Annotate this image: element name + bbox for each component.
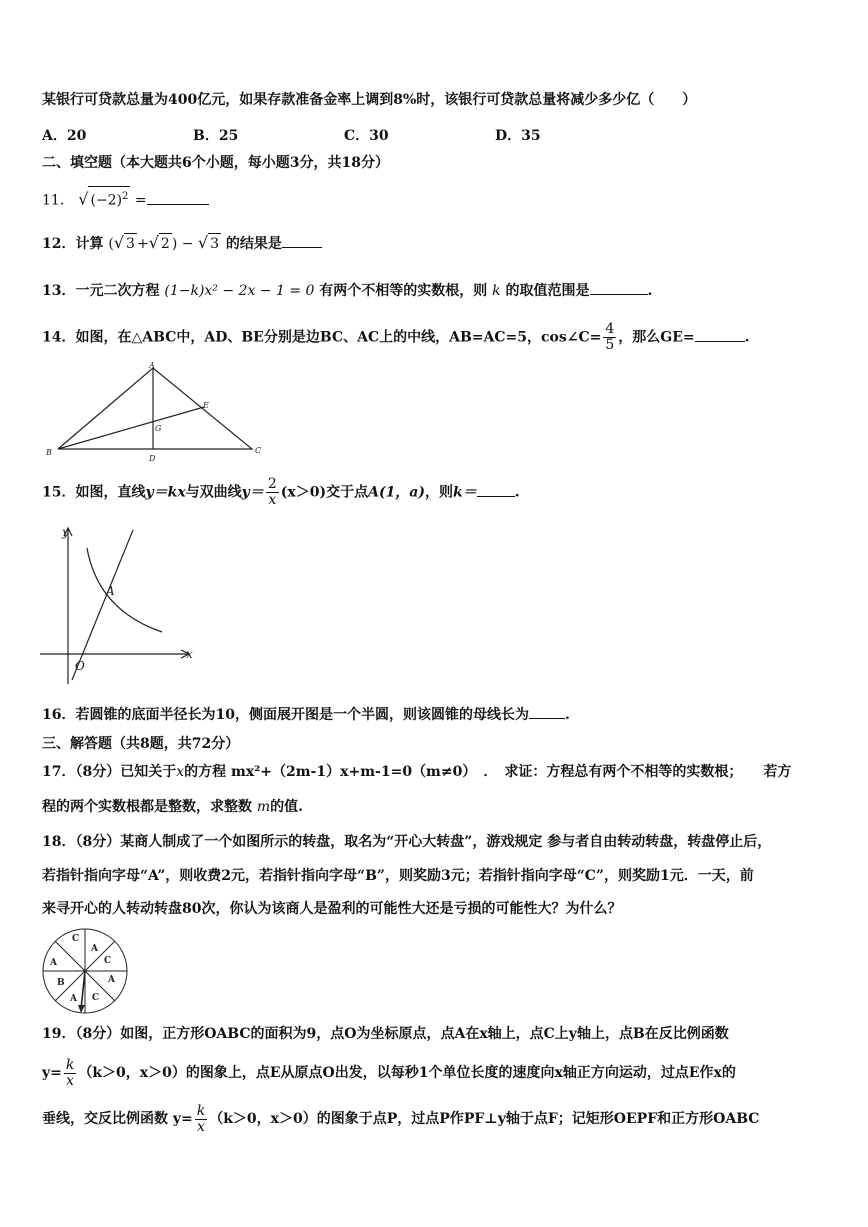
question-18-line3: 来寻开心的人转动转盘80次，你认为该商人是盈利的可能性大还是亏损的可能性大？为什么？ — [42, 901, 622, 917]
equals: = — [134, 192, 147, 209]
label-c: C — [255, 446, 262, 455]
radicand: $(-2)^2$ — [88, 186, 130, 211]
label-x: x — [186, 647, 193, 661]
question-12: 12．计算 (√ 3 +√ 2 ) − √ 3 的结果是 — [42, 233, 322, 254]
question-text: 某银行可贷款总量为400亿元，如果存款准备金率上调到8%时，该银行可贷款总量将减少多少亿（ ） — [42, 92, 697, 108]
label-g: G — [155, 424, 162, 433]
sqrt-symbol: √ — [78, 189, 89, 209]
question-number: 11． — [42, 192, 74, 209]
question-18-line2: 若指针指向字母“A”，则收费2元，若指针指向字母“B”，则奖励3元；若指针指向字母“C”，则奖励1元．一天，前 — [42, 868, 754, 884]
option-d: D．35 — [495, 128, 541, 144]
equation: (1−k)x² − 2x − 1 = 0 — [164, 283, 315, 299]
sector-a-2: A — [108, 975, 115, 985]
question-11 — [42, 186, 209, 211]
fraction: $\frac{2}{x}$ — [267, 476, 277, 508]
option-b: B．25 — [193, 128, 239, 144]
question-15: 15．如图，直线y＝kx与双曲线y＝ $\frac{2}{x}$ (x＞0)交于点A(1，a)，则k＝ . — [42, 476, 520, 508]
spinner-figure — [38, 925, 138, 1015]
sector-a-3: A — [70, 994, 77, 1004]
section-title-fill-in: 二、填空题（本大题共6个小题，每小题3分，共18分） — [42, 155, 389, 171]
label-y: y — [62, 525, 69, 539]
question-17-line1: 17．（8分）已知关于x的方程 mx²+（2m-1）x+m-1=0（m≠0） ． 求证：方程总有两个不相等的实数根； 若方 — [42, 764, 792, 780]
question-14: 14．如图，在△ABC中，AD、BE分别是边BC、AC上的中线，AB=AC=5，cos∠C= $\frac{4}{5}$ ，那么GE= . — [42, 321, 750, 353]
fraction: $\frac{k}{x}$ — [65, 1056, 75, 1089]
option-c: C．30 — [344, 128, 389, 144]
question-19-line3: 垂线，交反比例函数 y= $\frac{k}{x}$ （k＞0，x＞0）的图象于点P，过点P作PF⊥y轴于点F；记矩形OEPF和正方形OABC — [42, 1102, 760, 1135]
label-a: A — [149, 361, 155, 370]
option-a: A．20 — [42, 128, 87, 144]
section-title-solve: 三、解答题（共8题，共72分） — [42, 736, 240, 752]
question-13: 13．一元二次方程 (1−k)x² − 2x − 1 = 0 有两个不相等的实数根，则 k 的取值范围是 . — [42, 280, 652, 301]
answer-blank — [590, 280, 648, 295]
graph-figure — [38, 520, 198, 690]
sector-c-3: C — [92, 993, 100, 1003]
answer-blank — [147, 190, 209, 205]
answer-blank — [282, 233, 322, 248]
sector-b: B — [57, 978, 65, 988]
fraction: $\frac{k}{x}$ — [196, 1102, 206, 1135]
question-19-line1: 19．（8分）如图，正方形OABC的面积为9，点O为坐标原点，点A在x轴上，点C上y轴上，点B在反比例函数 — [42, 1026, 729, 1042]
sector-c-2: C — [104, 956, 112, 966]
question-16: 16．若圆锥的底面半径长为10，侧面展开图是一个半圆，则该圆锥的母线长为 . — [42, 704, 570, 725]
question-18-line1: 18．（8分）某商人制成了一个如图所示的转盘，取名为“开心大转盘”，游戏规定 参与者自由转动转盘，转盘停止后， — [42, 834, 772, 850]
sector-c-1: C — [72, 934, 80, 944]
sector-a-4: A — [50, 958, 57, 968]
fraction: $\frac{4}{5}$ — [605, 321, 615, 353]
answer-blank — [477, 482, 515, 497]
sector-a-1: A — [91, 944, 98, 954]
answer-blank — [695, 327, 745, 342]
triangle-figure — [40, 360, 270, 465]
label-a: A — [106, 584, 115, 598]
answer-blank — [529, 704, 565, 719]
label-o: O — [75, 659, 85, 673]
label-e: E — [203, 401, 209, 410]
label-b: B — [46, 448, 52, 457]
question-17-line2: 程的两个实数根都是整数，求整数 m的值. — [42, 799, 304, 815]
question-19-line2: y= $\frac{k}{x}$ （k＞0，x＞0）的图象上，点E从原点O出发，以每秒1个单位长度的速度向x轴正方向运动，过点E作x的 — [42, 1056, 736, 1089]
label-d: D — [149, 454, 156, 463]
